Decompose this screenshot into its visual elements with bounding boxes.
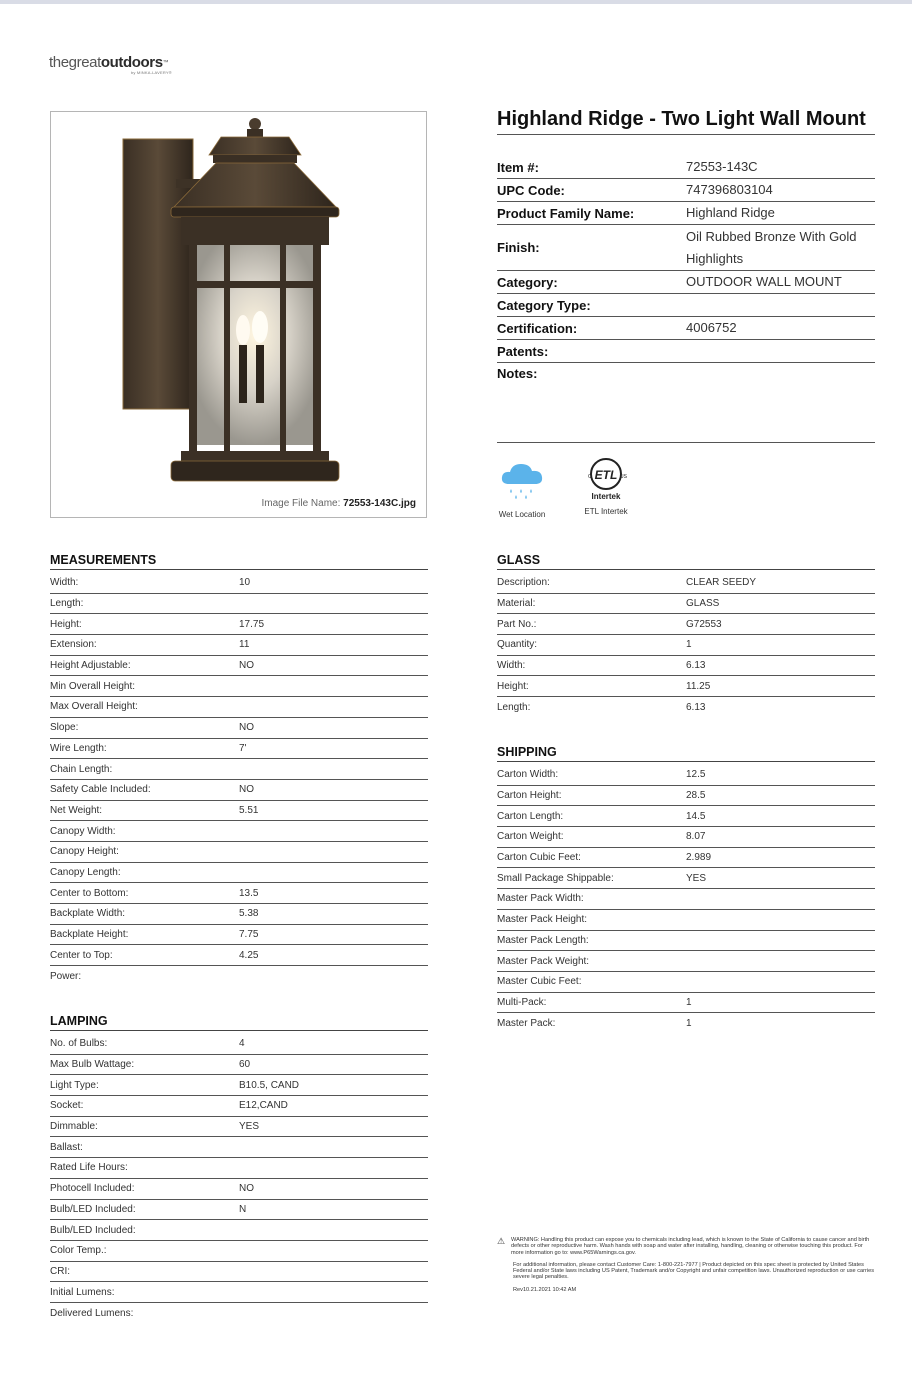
spec-value: NO [239, 722, 254, 734]
spec-row [50, 1282, 428, 1303]
spec-row [50, 573, 428, 594]
spec-row [497, 951, 875, 972]
spec-label: Light Type: [50, 1079, 99, 1091]
spec-value: 11 [239, 639, 250, 651]
spec-value: 6.13 [686, 660, 706, 672]
spec-row [50, 739, 428, 760]
info-value: 4006752 [686, 320, 737, 335]
lamping-section [50, 1014, 428, 1324]
lamping-heading: LAMPING [50, 1014, 428, 1031]
spec-value: GLASS [686, 598, 720, 610]
lamping-rows [50, 1034, 428, 1324]
spec-value: 5.51 [239, 804, 259, 816]
spec-label: Master Cubic Feet: [497, 976, 582, 988]
spec-row [50, 1200, 428, 1221]
spec-value: 12.5 [686, 769, 706, 781]
spec-value: NO [239, 784, 254, 796]
spec-value: 17.75 [239, 618, 265, 630]
legal-footer [497, 1237, 877, 1293]
spec-row [497, 827, 875, 848]
spec-row [497, 697, 875, 718]
spec-label: Photocell Included: [50, 1183, 135, 1195]
spec-row [497, 594, 875, 615]
spec-label: No. of Bulbs: [50, 1038, 108, 1050]
spec-row [497, 765, 875, 786]
info-value: 747396803104 [686, 182, 773, 197]
spec-label: Max Bulb Wattage: [50, 1059, 135, 1071]
etl-us-text: US [620, 474, 627, 480]
spec-label: Chain Length: [50, 763, 113, 775]
spec-value: YES [686, 872, 707, 884]
spec-row [50, 966, 428, 987]
etl-mark-text: ETL [594, 468, 618, 482]
spec-row [50, 635, 428, 656]
spec-label: Height: [50, 618, 82, 630]
spec-row [50, 863, 428, 884]
spec-label: Description: [497, 577, 550, 589]
spec-row [497, 806, 875, 827]
info-value [686, 294, 875, 316]
info-label: UPC Code: [497, 182, 565, 198]
warning-text: WARNING: Handling this product can expose you to chemicals including lead, which is known to the State of California to cause cancer and birth defects or other reproductive harm. Wash hands with soap and water after installing, handling, cleaning or otherwise touching this product. For more information go to: www.P65Warnings.ca.gov. [511, 1237, 870, 1256]
spec-label: Center to Bottom: [50, 887, 129, 899]
wet-location-badge [494, 460, 550, 519]
spec-label: Master Pack Weight: [497, 955, 590, 967]
spec-label: Master Pack Length: [497, 934, 589, 946]
info-value: 72553-143C [686, 159, 758, 174]
spec-label: Width: [50, 577, 79, 589]
product-title: Highland Ridge - Two Light Wall Mount [497, 108, 875, 135]
spec-row [497, 868, 875, 889]
spec-label: Master Pack Width: [497, 893, 584, 905]
spec-row [50, 904, 428, 925]
spec-label: Safety Cable Included: [50, 784, 151, 796]
spec-value: 1 [686, 1018, 692, 1030]
spec-label: Socket: [50, 1100, 84, 1112]
spec-value: 7' [239, 742, 247, 754]
info-label: Patents: [497, 343, 549, 359]
etl-intertek-icon [584, 456, 628, 502]
spec-row [50, 1117, 428, 1138]
brand-name [49, 55, 209, 71]
spec-row [497, 889, 875, 910]
spec-label: Min Overall Height: [50, 680, 136, 692]
warning-block [497, 1237, 877, 1256]
spec-label: Center to Top: [50, 949, 113, 961]
spec-value: N [239, 1203, 247, 1215]
image-file-caption [261, 498, 416, 509]
spec-row [50, 656, 428, 677]
spec-label: Rated Life Hours: [50, 1162, 128, 1174]
info-value: OUTDOOR WALL MOUNT [686, 274, 842, 289]
spec-label: Height: [497, 680, 529, 692]
info-row-item [497, 156, 875, 179]
spec-row [50, 1241, 428, 1262]
spec-value: 4.25 [239, 949, 259, 961]
spec-row [50, 1137, 428, 1158]
shipping-section [497, 745, 875, 1034]
spec-label: Small Package Shippable: [497, 872, 614, 884]
spec-value: 7.75 [239, 929, 259, 941]
info-row-category-type [497, 294, 875, 317]
spec-row [50, 614, 428, 635]
spec-label: Power: [50, 970, 82, 982]
brand-name-bold: outdoors [100, 54, 163, 71]
brand-logo [49, 55, 209, 79]
spec-value: B10.5, CAND [239, 1079, 300, 1091]
spec-value: E12,CAND [239, 1100, 288, 1112]
spec-row [50, 945, 428, 966]
spec-value: 60 [239, 1059, 251, 1071]
spec-row [497, 656, 875, 677]
info-row-patents [497, 340, 875, 363]
spec-row [497, 786, 875, 807]
spec-row [497, 635, 875, 656]
spec-row [50, 780, 428, 801]
spec-value: 1 [686, 996, 692, 1008]
spec-label: Carton Cubic Feet: [497, 852, 581, 864]
spec-row [50, 1262, 428, 1283]
spec-row [50, 718, 428, 739]
spec-label: Bulb/LED Included: [50, 1203, 136, 1215]
info-label: Finish: [497, 240, 540, 255]
shipping-rows [497, 765, 875, 1034]
wet-location-label: Wet Location [498, 510, 546, 519]
spec-value: 11.25 [686, 680, 711, 692]
spec-label: Master Pack Height: [497, 914, 588, 926]
spec-row [50, 594, 428, 615]
spec-row [50, 1096, 428, 1117]
spec-value: NO [239, 660, 254, 672]
spec-label: Canopy Width: [50, 825, 116, 837]
spec-label: Multi-Pack: [497, 996, 547, 1008]
info-label: Category Type: [497, 297, 591, 313]
additional-info-text: For additional information, please contact Customer Care: 1-800-221-7977 | Product depicted on this spec sheet is protected by United States Federal and/or State laws including US Patent, Trademark and/or Copyright and unfair competition laws. Unauthorized reproduction or use carries severe legal penalties. [513, 1261, 874, 1281]
spec-value: 5.38 [239, 908, 259, 920]
spec-row [497, 910, 875, 931]
spec-label: Carton Width: [497, 769, 559, 781]
spec-label: Ballast: [50, 1141, 83, 1153]
spec-label: Part No.: [497, 618, 537, 630]
info-row-notes [497, 363, 875, 443]
shipping-heading: SHIPPING [497, 745, 875, 762]
warning-icon: ⚠ [497, 1236, 506, 1246]
spec-label: CRI: [50, 1265, 70, 1277]
spec-label: Dimmable: [50, 1121, 98, 1133]
info-label: Product Family Name: [497, 205, 635, 221]
spec-label: Material: [497, 598, 536, 610]
spec-label: Length: [50, 598, 84, 610]
info-value: Oil Rubbed Bronze With Gold Highlights [686, 228, 857, 266]
spec-value: 28.5 [686, 790, 706, 802]
spec-row [50, 925, 428, 946]
spec-value: NO [239, 1183, 254, 1195]
brand-byline: by MINKA-LAVERY® [131, 70, 172, 75]
spec-value: YES [239, 1121, 260, 1133]
spec-row [497, 848, 875, 869]
info-label: Notes: [497, 366, 538, 381]
spec-label: Height Adjustable: [50, 660, 131, 672]
spec-row [50, 842, 428, 863]
measurements-rows [50, 573, 428, 987]
info-label: Item #: [497, 159, 539, 175]
wet-location-icon [499, 460, 545, 502]
spec-value: 8.07 [686, 831, 706, 843]
measurements-section [50, 553, 428, 987]
spec-value: G72553 [686, 618, 722, 630]
spec-label: Max Overall Height: [50, 701, 138, 713]
spec-label: Carton Weight: [497, 831, 564, 843]
info-label: Certification: [497, 320, 578, 336]
info-value: Highland Ridge [686, 205, 775, 220]
spec-value: 14.5 [686, 810, 706, 822]
spec-label: Delivered Lumens: [50, 1307, 134, 1319]
glass-heading: GLASS [497, 553, 875, 570]
spec-label: Bulb/LED Included: [50, 1224, 136, 1236]
spec-label: Width: [497, 660, 526, 672]
spec-label: Color Temp.: [50, 1245, 107, 1257]
spec-label: Backplate Width: [50, 908, 126, 920]
spec-row [50, 1179, 428, 1200]
spec-value: 2.989 [686, 852, 712, 864]
spec-row [50, 1303, 428, 1324]
spec-label: Wire Length: [50, 742, 107, 754]
spec-label: Slope: [50, 722, 79, 734]
spec-label: Carton Height: [497, 790, 562, 802]
intertek-text: Intertek [591, 492, 621, 501]
product-image-frame [50, 111, 427, 518]
info-row-category [497, 271, 875, 294]
spec-label: Backplate Height: [50, 929, 129, 941]
spec-label: Master Pack: [497, 1018, 556, 1030]
spec-row [50, 676, 428, 697]
info-row-finish [497, 225, 875, 271]
spec-row [497, 972, 875, 993]
brand-tm: ™ [162, 60, 169, 66]
spec-row [50, 1055, 428, 1076]
spec-label: Net Weight: [50, 804, 103, 816]
spec-row [50, 821, 428, 842]
spec-row [50, 801, 428, 822]
etl-c-text: C [588, 474, 592, 480]
revision-text: Rev10.21.2021 10:42 AM [513, 1286, 577, 1293]
spec-label: Initial Lumens: [50, 1286, 115, 1298]
info-value [686, 340, 875, 362]
spec-row [50, 1158, 428, 1179]
spec-row [50, 1075, 428, 1096]
spec-label: Carton Length: [497, 810, 564, 822]
glass-rows [497, 573, 875, 718]
spec-label: Canopy Height: [50, 846, 119, 858]
info-row-upc [497, 179, 875, 202]
spec-value: 1 [686, 639, 692, 651]
glass-section [497, 553, 875, 718]
brand-name-light: thegreat [49, 54, 101, 71]
spec-value: 13.5 [239, 887, 259, 899]
spec-label: Canopy Length: [50, 866, 121, 878]
info-row-family [497, 202, 875, 225]
image-file-label: Image File Name: [261, 498, 341, 509]
spec-row [497, 573, 875, 594]
etl-label: ETL Intertek [584, 507, 628, 516]
spec-value: CLEAR SEEDY [686, 577, 757, 589]
top-bar [0, 0, 912, 4]
info-row-certification [497, 317, 875, 340]
image-file-name: 72553-143C.jpg [343, 498, 416, 509]
info-label: Category: [497, 274, 558, 290]
spec-label: Extension: [50, 639, 97, 651]
spec-value: 10 [239, 577, 251, 589]
spec-row [497, 931, 875, 952]
spec-value: 4 [239, 1038, 245, 1050]
spec-label: Quantity: [497, 639, 538, 651]
spec-row [497, 614, 875, 635]
spec-row [50, 1220, 428, 1241]
product-image [121, 115, 361, 495]
spec-row [50, 759, 428, 780]
spec-row [50, 1034, 428, 1055]
spec-row [497, 1013, 875, 1034]
etl-badge [578, 456, 634, 516]
spec-row [497, 676, 875, 697]
spec-label: Length: [497, 701, 531, 713]
product-info-table [497, 156, 875, 443]
spec-value: 6.13 [686, 701, 706, 713]
measurements-heading: MEASUREMENTS [50, 553, 428, 570]
spec-row [497, 993, 875, 1014]
spec-row [50, 697, 428, 718]
spec-row [50, 883, 428, 904]
